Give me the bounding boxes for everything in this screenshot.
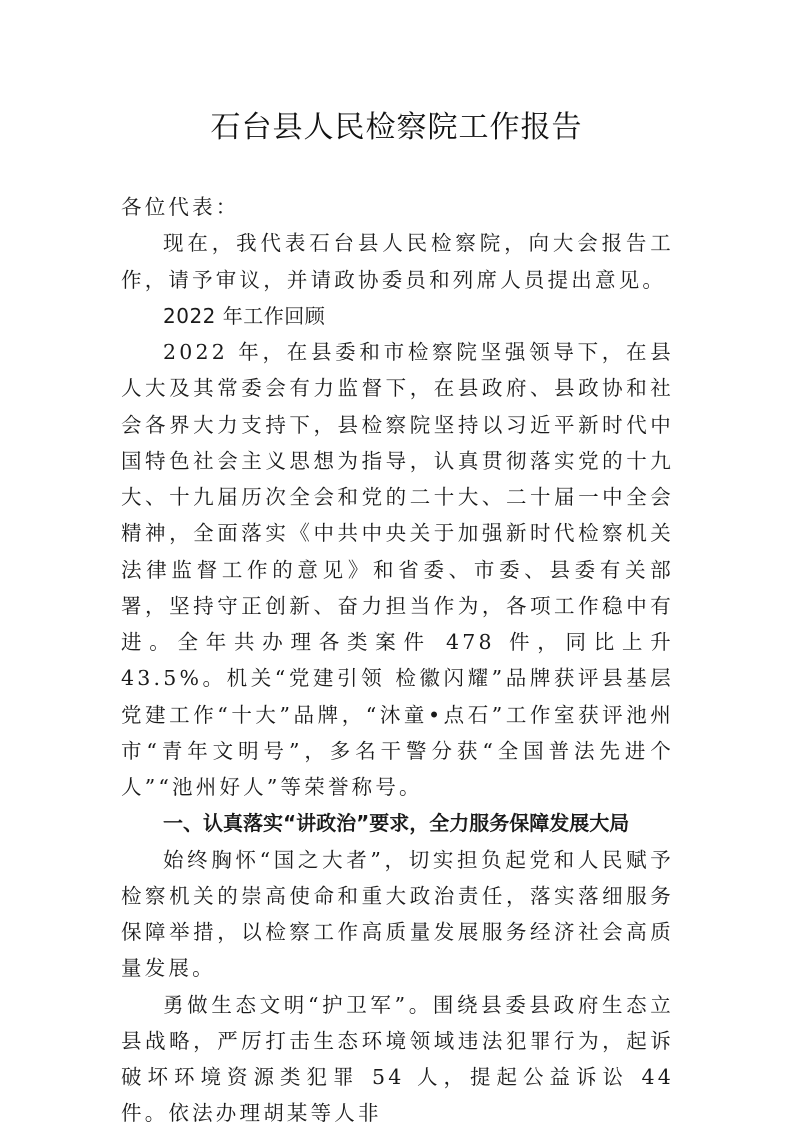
section-heading-one: 一、认真落实“讲政治”要求，全力服务保障发展大局: [163, 811, 630, 836]
intro-paragraph: 现在，我代表石台县人民检察院，向大会报告工作，请予审议，并请政协委员和列席人员提出意见。: [121, 231, 674, 292]
review-paragraph: 2022 年，在县委和市检察院坚强领导下，在县人大及其常委会有力监督下，在县政府、县政协和社会各界大力支持下，县检察院坚持以习近平新时代中国特色社会主义思想为指导，认真贯彻落实党的十九大、十九届历次全会和党的二十大、二十届一中全会精神，全面落实《中共中央关于加强新时代检察机关法律监督工作的意见》和省委、市委、县委有关部署，坚持守正创新、奋力担当作为，各项工作稳中有进。全年共办理各类案件 478 件，同比上升 43.5%。机关“党建引领 检徽闪耀”品牌获评县基层党建工作“十大”品牌，“沐童•点石”工作室获评池州市“青年文明号”，多名干警分获“全国普法先进个人”“池州好人”等荣誉称号。: [121, 340, 674, 799]
section-heading-2022-review: 2022 年工作回顾: [163, 303, 326, 328]
salutation: 各位代表：: [121, 195, 240, 219]
section-one-intro-paragraph: 始终胸怀“国之大者”，切实担负起党和人民赋予检察机关的崇高使命和重大政治责任，落实落细服务保障举措，以检察工作高质量发展服务经济社会高质量发展。: [121, 847, 674, 981]
ecology-paragraph: 勇做生态文明“护卫军”。围绕县委县政府生态立县战略，严厉打击生态环境领域违法犯罪行为，起诉破坏环境资源类犯罪 54 人，提起公益诉讼 44 件。依法办理胡某等人非: [121, 992, 674, 1126]
document-body: [121, 189, 674, 1132]
document-title: 石台县人民检察院工作报告: [210, 110, 583, 145]
